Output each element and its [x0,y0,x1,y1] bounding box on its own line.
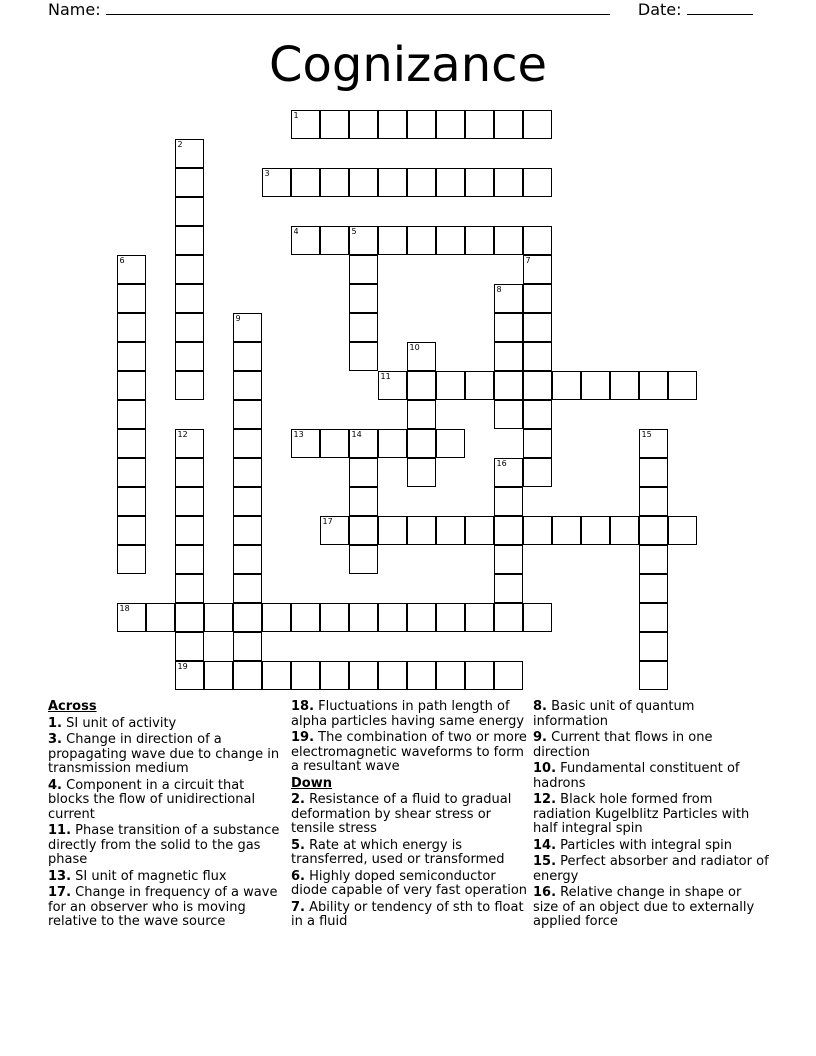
grid-cell[interactable] [523,458,552,487]
grid-cell[interactable] [494,226,523,255]
grid-cell[interactable] [668,516,697,545]
grid-cell[interactable] [117,371,146,400]
grid-cell[interactable] [378,516,407,545]
grid-cell[interactable] [494,487,523,516]
grid-cell[interactable] [465,603,494,632]
grid-cell[interactable] [552,516,581,545]
grid-cell[interactable] [320,168,349,197]
grid-cell[interactable] [175,226,204,255]
grid-cell[interactable] [436,516,465,545]
grid-cell[interactable] [581,516,610,545]
grid-cell[interactable] [233,313,262,342]
grid-cell[interactable] [639,487,668,516]
grid-cell[interactable] [233,545,262,574]
clue-across-4: 4. Component in a circuit that blocks the flow of unidirectional current [48,777,256,822]
grid-cell[interactable] [494,545,523,574]
grid-cell[interactable] [262,661,291,690]
grid-cell[interactable] [407,603,436,632]
grid-cell[interactable] [175,632,204,661]
grid-cell[interactable] [291,168,320,197]
grid-cell[interactable] [349,603,378,632]
grid-cell[interactable] [175,603,204,632]
grid-cell[interactable] [639,545,668,574]
grid-cell[interactable] [291,661,320,690]
cell-number: 2 [177,139,183,149]
clue-across-19: 19. The combination of two or more electromagnetic waveforms to form a resultant wave [291,730,527,774]
cell-number: 5 [351,226,357,236]
grid-cell[interactable] [639,603,668,632]
grid-cell[interactable] [552,371,581,400]
clue-across-17: 17. Change in frequency of a wave for an observer who is moving relative to the wave source [48,885,278,929]
grid-cell[interactable] [581,371,610,400]
cell-number: 16 [496,458,507,468]
grid-cell[interactable] [639,429,668,458]
cell-number: 6 [119,255,125,265]
grid-cell[interactable] [523,110,552,139]
grid-cell[interactable] [349,458,378,487]
grid-cell[interactable] [349,110,378,139]
grid-cell[interactable] [175,429,204,458]
grid-cell[interactable] [494,661,523,690]
grid-cell[interactable] [436,168,465,197]
grid-cell[interactable] [639,661,668,690]
grid-cell[interactable] [233,342,262,371]
grid-cell[interactable] [523,429,552,458]
grid-cell[interactable] [436,603,465,632]
clues-column-2 [291,700,527,932]
grid-cell[interactable] [610,516,639,545]
grid-cell[interactable] [523,371,552,400]
grid-cell[interactable] [175,255,204,284]
grid-cell[interactable] [465,661,494,690]
grid-cell[interactable] [436,110,465,139]
grid-cell[interactable] [523,603,552,632]
grid-cell[interactable] [494,168,523,197]
grid-cell[interactable] [349,284,378,313]
grid-cell[interactable] [378,226,407,255]
grid-cell[interactable] [117,429,146,458]
grid-cell[interactable] [349,255,378,284]
grid-cell[interactable] [117,516,146,545]
grid-cell[interactable] [349,545,378,574]
grid-cell[interactable] [523,226,552,255]
grid-cell[interactable] [494,342,523,371]
grid-cell[interactable] [465,516,494,545]
grid-cell[interactable] [175,516,204,545]
grid-cell[interactable] [291,226,320,255]
grid-cell[interactable] [407,226,436,255]
grid-cell[interactable] [523,313,552,342]
clue-down-15: 15. Perfect absorber and radiator of energy [533,854,769,884]
grid-cell[interactable] [436,371,465,400]
grid-cell[interactable] [291,110,320,139]
clue-down-5: 5. Rate at which energy is transferred, used or transformed [291,837,505,867]
grid-cell[interactable] [320,661,349,690]
grid-cell[interactable] [407,516,436,545]
grid-cell[interactable] [349,661,378,690]
cell-number: 7 [525,255,531,265]
grid-cell[interactable] [349,168,378,197]
grid-cell[interactable] [436,429,465,458]
clue-down-14: 14. Particles with integral spin [533,837,732,853]
grid-cell[interactable] [349,226,378,255]
down-heading: Down [291,775,332,791]
clues-column-1 [48,700,284,932]
cell-number: 18 [119,603,130,613]
grid-cell[interactable] [175,139,204,168]
grid-cell[interactable] [175,168,204,197]
grid-cell[interactable] [465,168,494,197]
grid-cell[interactable] [639,458,668,487]
grid-cell[interactable] [204,661,233,690]
clue-down-10: 10. Fundamental constituent of hadrons [533,761,740,791]
grid-cell[interactable] [320,429,349,458]
grid-cell[interactable] [378,429,407,458]
grid-cell[interactable] [610,371,639,400]
grid-cell[interactable] [117,255,146,284]
cell-number: 11 [380,371,391,381]
cell-number: 14 [351,429,362,439]
grid-cell[interactable] [117,313,146,342]
grid-cell[interactable] [639,632,668,661]
grid-cell[interactable] [175,487,204,516]
grid-cell[interactable] [233,661,262,690]
grid-cell[interactable] [436,226,465,255]
clue-down-8: 8. Basic unit of quantum information [533,699,695,729]
grid-cell[interactable] [407,371,436,400]
grid-cell[interactable] [349,487,378,516]
header [48,0,753,19]
grid-cell[interactable] [262,603,291,632]
grid-cell[interactable] [117,458,146,487]
grid-cell[interactable] [233,458,262,487]
grid-cell[interactable] [378,603,407,632]
page-title: Cognizance [268,37,548,93]
name-label: Name: [48,0,101,19]
grid-cell[interactable] [175,545,204,574]
grid-cell[interactable] [320,516,349,545]
grid-cell[interactable] [523,284,552,313]
grid-cell[interactable] [233,516,262,545]
grid-cell[interactable] [233,632,262,661]
cell-number: 12 [177,429,188,439]
grid-cell[interactable] [378,110,407,139]
grid-cell[interactable] [465,110,494,139]
grid-cell[interactable] [436,661,465,690]
grid-cell[interactable] [639,516,668,545]
grid-cell[interactable] [523,342,552,371]
grid-cell[interactable] [320,226,349,255]
grid-cell[interactable] [494,603,523,632]
clue-down-16: 16. Relative change in shape or size of an object due to externally applied force [533,885,755,929]
grid-cell[interactable] [668,371,697,400]
grid-cell[interactable] [407,429,436,458]
grid-cell[interactable] [523,168,552,197]
grid-cell[interactable] [407,168,436,197]
cell-number: 3 [264,168,270,178]
grid-cell[interactable] [117,545,146,574]
grid-cell[interactable] [233,371,262,400]
grid-cell[interactable] [175,371,204,400]
grid-cell[interactable] [146,603,175,632]
date-label: Date: [637,0,682,19]
grid-cell[interactable] [494,110,523,139]
grid-cell[interactable] [349,313,378,342]
cell-number: 15 [641,429,652,439]
grid-cell[interactable] [494,371,523,400]
cell-number: 1 [293,110,299,120]
cell-number: 4 [293,226,299,236]
grid-cell[interactable] [639,371,668,400]
clue-across-1: 1. SI unit of activity [48,715,177,731]
cell-number: 13 [293,429,304,439]
grid-cell[interactable] [233,429,262,458]
grid-cell[interactable] [117,487,146,516]
grid-cell[interactable] [117,342,146,371]
clue-down-2: 2. Resistance of a fluid to gradual deformation by shear stress or tensile stress [291,792,512,836]
clues-column-3 [533,700,769,932]
clue-down-6: 6. Highly doped semiconductor diode capable of very fast operation [291,868,528,898]
grid-cell[interactable] [349,429,378,458]
grid-cell[interactable] [175,284,204,313]
grid-cell[interactable] [465,226,494,255]
grid-cell[interactable] [117,400,146,429]
grid-cell[interactable] [494,284,523,313]
grid-cell[interactable] [523,516,552,545]
cell-number: 19 [177,661,188,671]
grid-cell[interactable] [175,313,204,342]
clue-across-3: 3. Change in direction of a propagating wave due to change in transmission medium [48,732,280,776]
grid-cell[interactable] [378,168,407,197]
across-heading: Across [48,699,97,714]
cell-number: 17 [322,516,333,526]
grid-cell[interactable] [407,342,436,371]
grid-cell[interactable] [523,400,552,429]
date-line[interactable] [687,0,753,15]
grid-cell[interactable] [407,458,436,487]
grid-cell[interactable] [175,661,204,690]
grid-cell[interactable] [262,168,291,197]
grid-cell[interactable] [233,574,262,603]
grid-cell[interactable] [291,603,320,632]
grid-cell[interactable] [407,110,436,139]
grid-cell[interactable] [407,400,436,429]
clue-down-7: 7. Ability or tendency of sth to float in a fluid [291,899,524,929]
clue-across-18: 18. Fluctuations in path length of alpha particles having same energy [291,699,525,729]
grid-cell[interactable] [378,371,407,400]
grid-cell[interactable] [494,574,523,603]
grid-cell[interactable] [117,284,146,313]
name-line[interactable] [106,0,610,15]
grid-cell[interactable] [639,574,668,603]
grid-cell[interactable] [233,603,262,632]
grid-cell[interactable] [204,603,233,632]
grid-cell[interactable] [175,574,204,603]
grid-cell[interactable] [320,603,349,632]
grid-cell[interactable] [523,255,552,284]
grid-cell[interactable] [407,661,436,690]
grid-cell[interactable] [494,516,523,545]
grid-cell[interactable] [349,516,378,545]
clue-down-9: 9. Current that flows in one direction [533,730,713,760]
grid-cell[interactable] [117,603,146,632]
clue-across-13: 13. SI unit of magnetic flux [48,868,227,884]
grid-cell[interactable] [349,342,378,371]
grid-cell[interactable] [494,400,523,429]
grid-cell[interactable] [494,313,523,342]
cell-number: 10 [409,342,420,352]
cell-number: 9 [235,313,241,323]
grid-cell[interactable] [233,487,262,516]
grid-cell[interactable] [291,429,320,458]
grid-cell[interactable] [320,110,349,139]
clue-down-12: 12. Black hole formed from radiation Kugelblitz Particles with half integral spin [533,792,750,836]
grid-cell[interactable] [175,197,204,226]
grid-cell[interactable] [494,458,523,487]
grid-cell[interactable] [465,371,494,400]
grid-cell[interactable] [175,342,204,371]
clue-across-11: 11. Phase transition of a substance directly from the solid to the gas phase [48,823,280,867]
cell-number: 8 [496,284,502,294]
grid-cell[interactable] [233,400,262,429]
grid-cell[interactable] [378,661,407,690]
grid-cell[interactable] [175,458,204,487]
